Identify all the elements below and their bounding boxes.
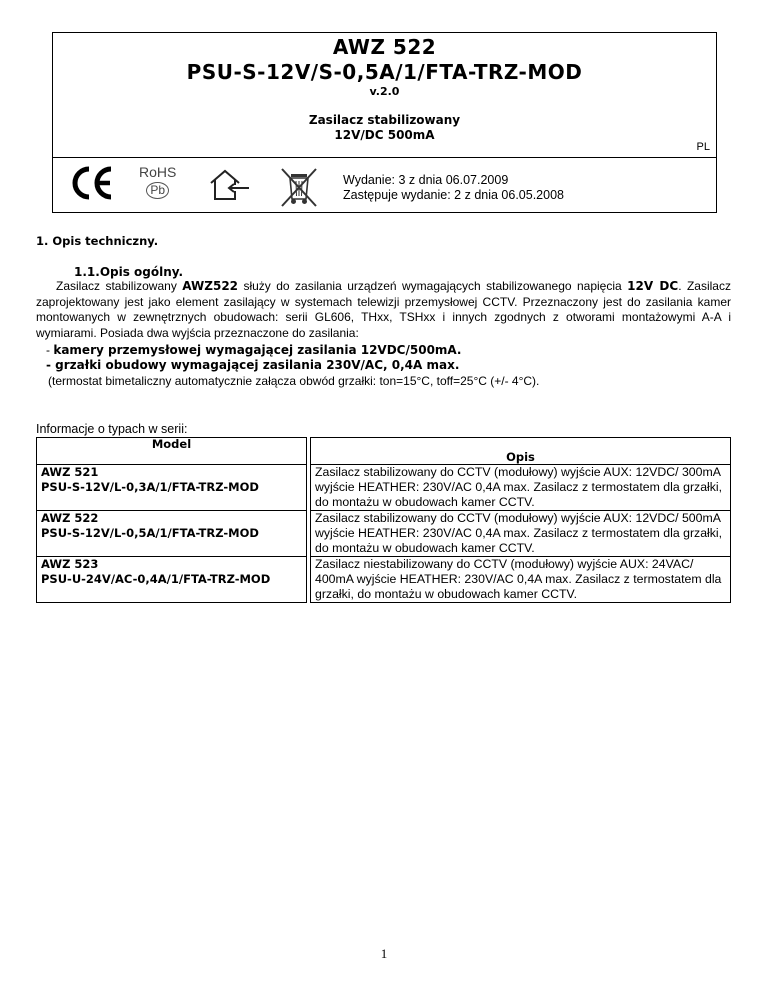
table-row xyxy=(37,557,731,603)
product-rating: 12V/DC 500mA xyxy=(334,128,435,142)
rohs-pb-label: Pb xyxy=(146,182,169,199)
document-title: AWZ 522 xyxy=(332,35,437,59)
model-cell xyxy=(37,557,307,603)
model-name: AWZ 522 xyxy=(41,511,99,525)
product-type: Zasilacz stabilizowany xyxy=(308,113,461,127)
product-code: PSU-S-12V/S-0,5A/1/FTA-TRZ-MOD xyxy=(186,60,583,84)
intro-text-c: . Zasilacz zaprojektowany jest jako element zasilający w systemach telewizji przemysłowej CCTV. Przeznaczony jest do zasilania kamer montowanych w zewnętrznych obudowach: serii GL606, THxx, TSHxx i innych zgodnych z otworami montażowymi A-A i wymiarami. Posiada dwa wyjścia przeznaczone do zasilania: xyxy=(36,279,731,340)
rohs-icon xyxy=(139,164,176,199)
document-header xyxy=(52,32,717,213)
intro-model: AWZ522 xyxy=(182,279,239,293)
thermostat-note: (termostat bimetaliczny automatycznie załącza obwód grzałki: ton=15°C, toff=25°C (+/- 4°C). xyxy=(48,374,540,388)
column-header-desc: Opis xyxy=(311,438,731,465)
bullet-dash: - xyxy=(46,343,54,357)
intro-text-b: służy do zasilania urządzeń wymagających stabilizowanego napięcia xyxy=(238,279,628,293)
intro-paragraph xyxy=(36,279,731,341)
header-divider xyxy=(53,157,716,158)
subsection-heading: 1.1.Opis ogólny. xyxy=(74,265,184,279)
document-version: v.2.0 xyxy=(369,85,400,98)
model-code: PSU-U-24V/AC-0,4A/1/FTA-TRZ-MOD xyxy=(41,572,271,586)
bullet-camera-text: kamery przemysłowej wymagającej zasilania 12VDC/500mA. xyxy=(53,343,462,357)
language-tag: PL xyxy=(696,141,710,153)
intro-voltage: 12V DC xyxy=(627,279,679,293)
rohs-label: RoHS xyxy=(139,164,177,180)
model-name: AWZ 521 xyxy=(41,465,99,479)
page-number: 1 xyxy=(380,946,388,961)
description-cell: Zasilacz stabilizowany do CCTV (modułowy) wyjście AUX: 12VDC/ 300mA wyjście HEATHER: 230V/AC 0,4A max. Zasilacz z termostatem dla grzałki, do montażu w obudowach kamer CCTV. xyxy=(311,465,731,511)
model-code: PSU-S-12V/L-0,5A/1/FTA-TRZ-MOD xyxy=(41,526,259,540)
section-heading: 1. Opis techniczny. xyxy=(36,234,159,248)
column-header-model: Model xyxy=(37,438,307,465)
ce-mark-icon xyxy=(69,165,115,206)
output-bullet-camera xyxy=(46,343,461,357)
model-cell xyxy=(37,465,307,511)
table-row xyxy=(37,465,731,511)
description-cell: Zasilacz niestabilizowany do CCTV (modułowy) wyjście AUX: 24VAC/ 400mA wyjście HEATHER: 230V/AC 0,4A max. Zasilacz z termostatem dla grzałki, do montażu w obudowach kamer CCTV. xyxy=(311,557,731,603)
model-code: PSU-S-12V/L-0,3A/1/FTA-TRZ-MOD xyxy=(41,480,259,494)
edition-date: Wydanie: 3 z dnia 06.07.2009 xyxy=(343,173,509,187)
output-bullet-heater: - grzałki obudowy wymagającej zasilania 230V/AC, 0,4A max. xyxy=(46,358,460,372)
intro-text-a: Zasilacz stabilizowany xyxy=(56,279,183,293)
table-header-row xyxy=(37,438,731,465)
description-cell: Zasilacz stabilizowany do CCTV (modułowy) wyjście AUX: 12VDC/ 500mA wyjście HEATHER: 230V/AC 0,4A max. Zasilacz z termostatem dla grzałki, do montażu w obudowach kamer CCTV. xyxy=(311,511,731,557)
model-name: AWZ 523 xyxy=(41,557,99,571)
indoor-use-icon xyxy=(207,167,251,208)
model-cell xyxy=(37,511,307,557)
weee-bin-icon xyxy=(279,166,319,213)
replaces-edition: Zastępuje wydanie: 2 z dnia 06.05.2008 xyxy=(343,188,564,202)
table-row xyxy=(37,511,731,557)
series-caption: Informacje o typach w serii: xyxy=(36,422,188,436)
series-table xyxy=(36,437,731,603)
